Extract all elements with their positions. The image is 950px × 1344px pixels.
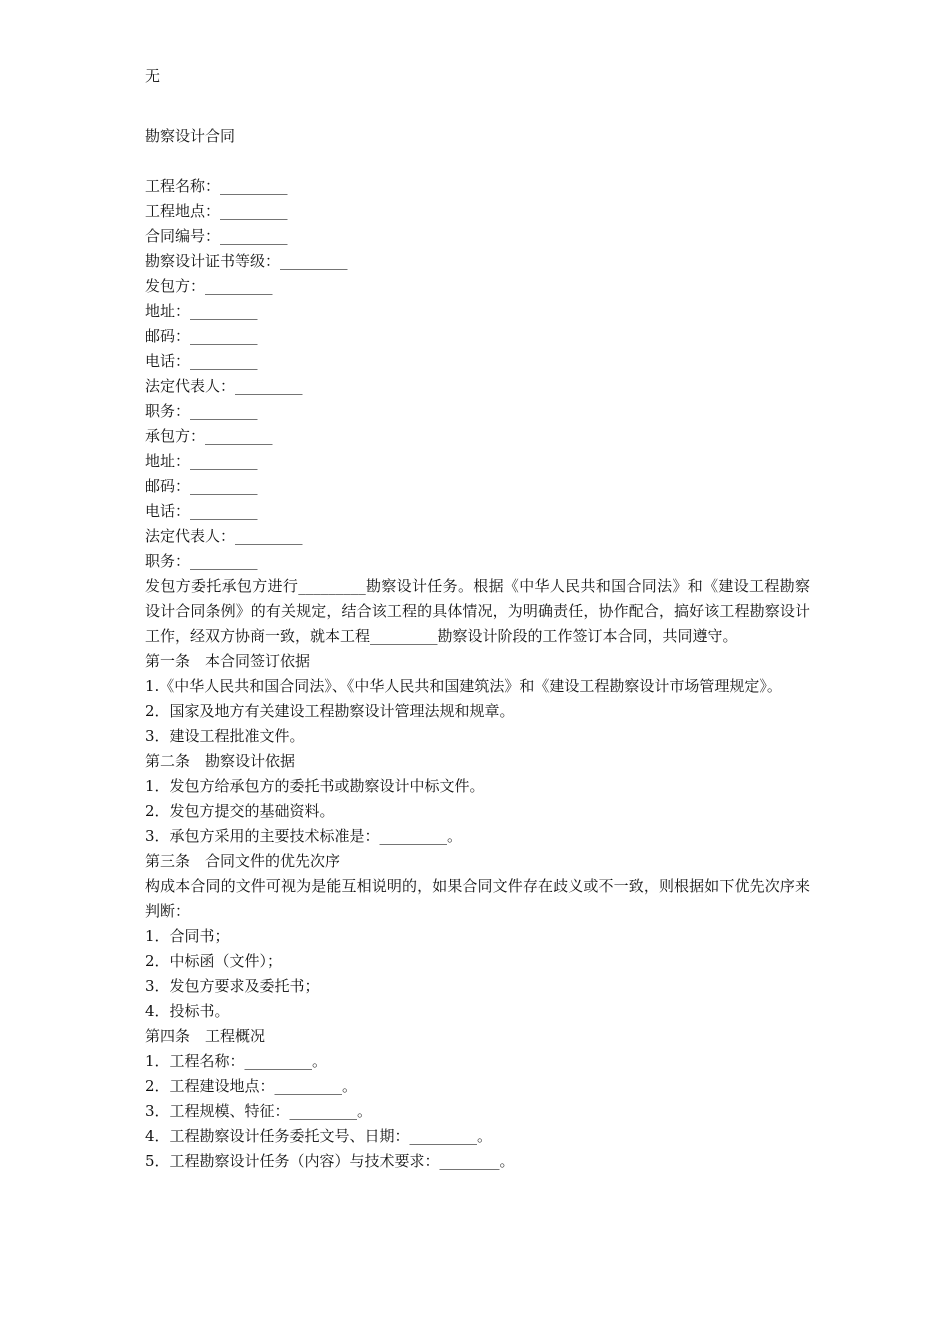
header-mark: 无 [145, 67, 161, 85]
field-contractor-legal-rep: 法定代表人：_________ [145, 527, 303, 545]
field-project-name: 工程名称：_________ [145, 177, 288, 195]
article-3-intro: 构成本合同的文件可视为是能互相说明的，如果合同文件存在歧义或不一致，则根据如下优先次序来判断： [145, 877, 810, 920]
field-employer-position: 职务：_________ [145, 402, 258, 420]
article-2-item: 2．发包方提交的基础资料。 [145, 802, 335, 820]
field-project-location: 工程地点：_________ [145, 202, 288, 220]
article-1-heading: 第一条 本合同签订依据 [145, 652, 311, 670]
article-3-item: 2．中标函（文件）； [145, 952, 283, 970]
article-2-item: 1．发包方给承包方的委托书或勘察设计中标文件。 [145, 777, 485, 795]
field-employer-legal-rep: 法定代表人：_________ [145, 377, 303, 395]
article-2-item: 3．承包方采用的主要技术标准是：_________。 [145, 827, 463, 845]
field-contract-number: 合同编号：_________ [145, 227, 288, 245]
article-4-item: 2．工程建设地点：_________。 [145, 1077, 358, 1095]
field-employer-phone: 电话：_________ [145, 352, 258, 370]
field-contractor-postcode: 邮码：_________ [145, 477, 258, 495]
field-employer-address: 地址：_________ [145, 302, 258, 320]
field-certificate-grade: 勘察设计证书等级：_________ [145, 252, 348, 270]
field-contractor-phone: 电话：_________ [145, 502, 258, 520]
article-1-item: 1.《中华人民共和国合同法》、《中华人民共和国建筑法》和《建设工程勘察设计市场管理规定》。 [145, 677, 782, 695]
article-3-item: 4．投标书。 [145, 1002, 230, 1020]
document-body [145, 174, 810, 1174]
article-4-heading: 第四条 工程概况 [145, 1027, 266, 1045]
field-contractor-position: 职务：_________ [145, 552, 258, 570]
article-3-item: 1．合同书； [145, 927, 230, 945]
article-4-item: 1．工程名称：_________。 [145, 1052, 328, 1070]
article-4-item: 3．工程规模、特征：_________。 [145, 1102, 373, 1120]
article-3-item: 3．发包方要求及委托书； [145, 977, 320, 995]
field-employer: 发包方：_________ [145, 277, 273, 295]
field-contractor: 承包方：_________ [145, 427, 273, 445]
article-4-item: 4．工程勘察设计任务委托文号、日期：_________。 [145, 1127, 493, 1145]
article-1-item: 2．国家及地方有关建设工程勘察设计管理法规和规章。 [145, 702, 515, 720]
article-4-item: 5．工程勘察设计任务（内容）与技术要求：________。 [145, 1152, 515, 1170]
article-1-item: 3．建设工程批准文件。 [145, 727, 305, 745]
article-3-heading: 第三条 合同文件的优先次序 [145, 852, 341, 870]
field-employer-postcode: 邮码：_________ [145, 327, 258, 345]
document-title: 勘察设计合同 [145, 127, 236, 145]
field-contractor-address: 地址：_________ [145, 452, 258, 470]
article-2-heading: 第二条 勘察设计依据 [145, 752, 296, 770]
intro-paragraph: 发包方委托承包方进行_________勘察设计任务。根据《中华人民共和国合同法》和《建设工程勘察设计合同条例》的有关规定，结合该工程的具体情况，为明确责任，协作配合，搞好该工程勘察设计工作，经双方协商一致，就本工程_________勘察设计阶段的工作签订本合同，共同遵守。 [145, 577, 810, 645]
